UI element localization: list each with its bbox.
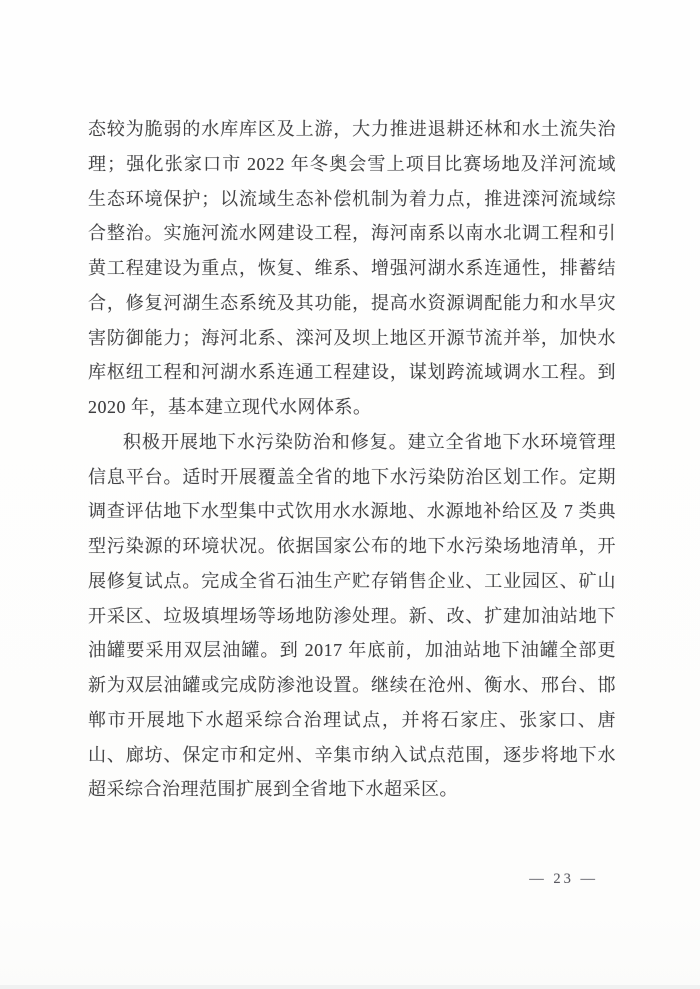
text-line: 库枢纽工程和河湖水系连通工程建设，谋划跨流域调水工程。到: [88, 362, 616, 383]
text-line: 2020 年，基本建立现代水网体系。: [88, 397, 372, 417]
text-line: 山、廊坊、保定市和定州、辛集市纳入试点范围，逐步将地下水: [88, 744, 616, 765]
text-line: 超采综合治理范围扩展到全省地下水超采区。: [88, 779, 458, 800]
text-line: 理；强化张家口市 2022 年冬奥会雪上项目比赛场地及洋河流域: [88, 153, 616, 174]
text-line: 调查评估地下水型集中式饮用水水源地、水源地补给区及 7 类典: [88, 501, 616, 522]
page-number: — 23 —: [529, 871, 598, 887]
text-line: 态较为脆弱的水库库区及上游，大力推进退耕还林和水土流失治: [88, 119, 616, 139]
body-text: [88, 112, 616, 807]
text-line: 生态环境保护；以流域生态补偿机制为着力点，推进滦河流域综: [88, 188, 616, 209]
text-line: 新为双层油罐或完成防渗池设置。继续在沧州、衡水、邢台、邯: [88, 675, 616, 695]
scan-bottom-edge: [0, 985, 700, 989]
text-line: 郸市开展地下水超采综合治理试点，并将石家庄、张家口、唐: [88, 709, 616, 730]
text-line: 合，修复河湖生态系统及其功能，提高水资源调配能力和水旱灾: [88, 292, 616, 313]
text-line: 合整治。实施河流水网建设工程，海河南系以南水北调工程和引: [88, 223, 616, 244]
text-line: 型污染源的环境状况。依据国家公布的地下水污染场地清单，开: [88, 536, 616, 556]
text-line: 黄工程建设为重点，恢复、维系、增强河湖水系连通性，排蓄结: [88, 258, 616, 278]
text-line: 油罐要采用双层油罐。到 2017 年底前，加油站地下油罐全部更: [88, 640, 616, 661]
text-line: 开采区、垃圾填埋场等场地防渗处理。新、改、扩建加油站地下: [88, 605, 616, 626]
text-line: 信息平台。适时开展覆盖全省的地下水污染防治区划工作。定期: [88, 466, 616, 487]
text-line: 害防御能力；海河北系、滦河及坝上地区开源节流并举，加快水: [88, 327, 616, 348]
text-line: 展修复试点。完成全省石油生产贮存销售企业、工业园区、矿山: [88, 570, 616, 591]
text-line: 积极开展地下水污染防治和修复。建立全省地下水环境管理: [123, 431, 616, 452]
